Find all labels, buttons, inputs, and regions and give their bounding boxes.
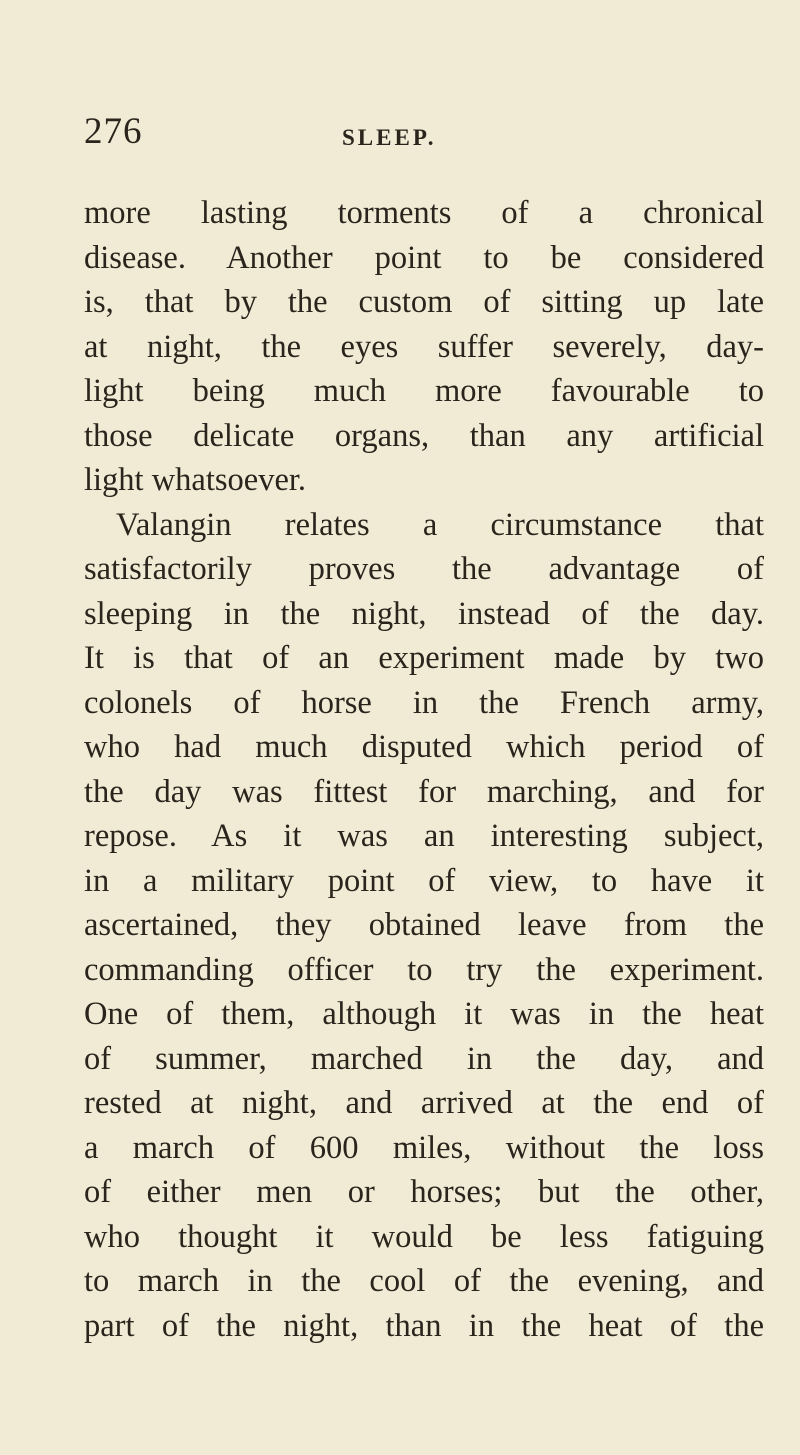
page-header: [84, 112, 774, 160]
running-head: SLEEP.: [342, 125, 437, 150]
text-line-22: a march of 600 miles, without the loss: [84, 1129, 764, 1166]
text-line-2: disease. Another point to be considered: [84, 239, 764, 276]
text-line-26: part of the night, than in the heat of the: [84, 1307, 764, 1344]
text-line-13: who had much disputed which period of: [84, 729, 764, 765]
text-line-14: the day was fittest for marching, and for: [84, 773, 764, 810]
text-line-21: rested at night, and arrived at the end of: [84, 1085, 764, 1121]
text-line-15: repose. As it was an interesting subject,: [84, 818, 764, 854]
text-line-9: satisfactorily proves the advantage of: [84, 551, 764, 587]
text-line-18: commanding officer to try the experiment.: [84, 951, 764, 988]
text-line-5: light being much more favourable to: [84, 373, 764, 409]
body-text: [84, 191, 764, 1348]
text-line-16: in a military point of view, to have it: [84, 862, 764, 899]
text-line-23: of either men or horses; but the other,: [84, 1174, 764, 1210]
text-line-3: is, that by the custom of sitting up late: [84, 284, 764, 320]
text-line-12: colonels of horse in the French army,: [84, 684, 764, 721]
text-line-6: those delicate organs, than any artificial: [84, 417, 764, 454]
text-line-24: who thought it would be less fatiguing: [84, 1218, 764, 1255]
text-line-10: sleeping in the night, instead of the day.: [84, 595, 764, 632]
text-line-1: more lasting torments of a chronical: [84, 195, 764, 231]
text-line-17: ascertained, they obtained leave from the: [84, 907, 764, 943]
text-line-8: Valangin relates a circumstance that: [116, 506, 764, 543]
text-line-4: at night, the eyes suffer severely, day-: [84, 328, 764, 365]
text-line-7: light whatsoever.: [84, 462, 307, 498]
page-number: 276: [84, 111, 143, 152]
text-line-19: One of them, although it was in the heat: [84, 996, 764, 1032]
text-line-20: of summer, marched in the day, and: [84, 1040, 764, 1077]
text-line-11: It is that of an experiment made by two: [84, 640, 764, 676]
text-line-25: to march in the cool of the evening, and: [84, 1263, 764, 1299]
